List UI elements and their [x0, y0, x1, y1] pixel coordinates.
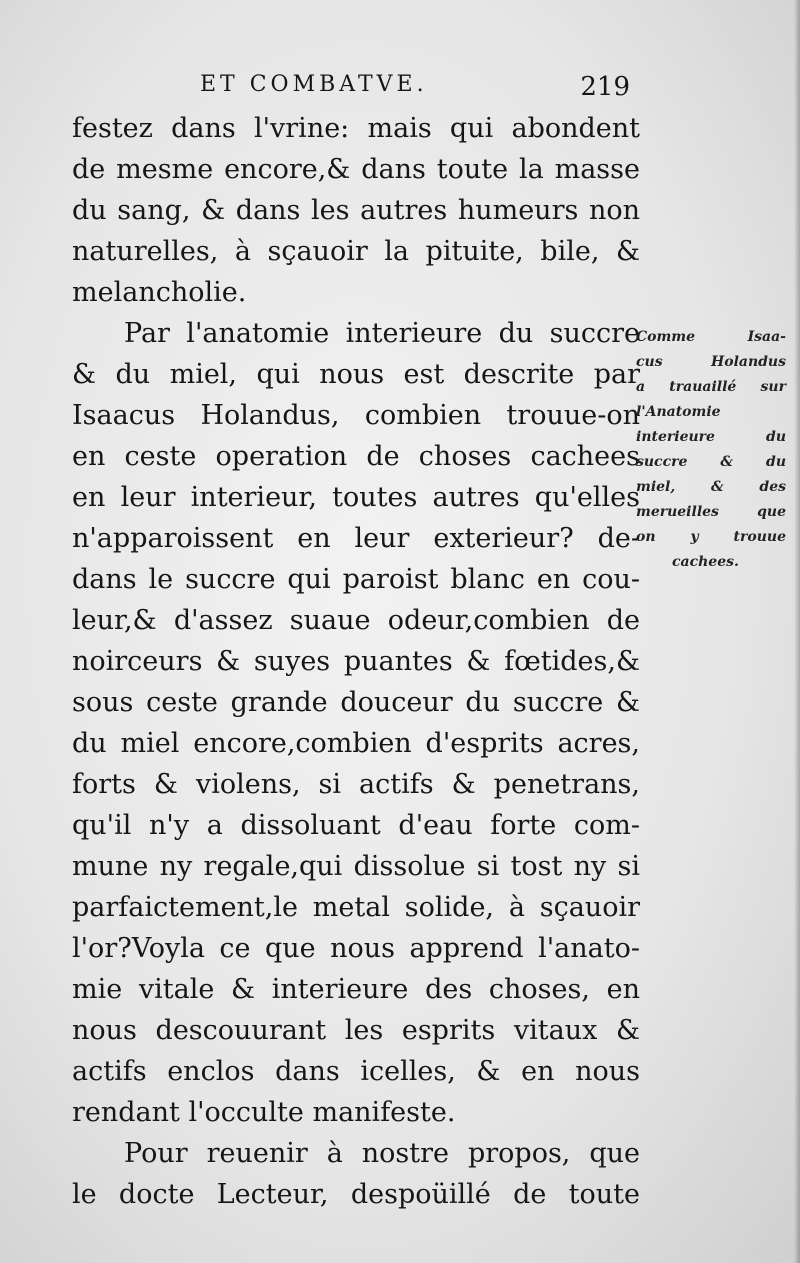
margin-note-line: merueilles que — [636, 504, 786, 520]
text-line: de mesme encore,& dans toute la masse — [72, 154, 640, 185]
text-line: forts & violens, si actifs & penetrans, — [72, 769, 640, 800]
margin-note-line: on y trouue — [636, 529, 786, 545]
page-header — [200, 72, 630, 112]
margin-note-line: Comme Isaa- — [636, 329, 786, 345]
text-line: mune ny regale,qui dissolue si tost ny si — [72, 851, 640, 882]
margin-note — [636, 325, 786, 575]
text-line: du sang, & dans les autres humeurs non — [72, 195, 640, 226]
margin-note-line: cus Holandus — [636, 354, 786, 370]
text-line: naturelles, à sçauoir la pituite, bile, & — [72, 236, 640, 267]
margin-note-line: succre & du — [636, 454, 786, 470]
body-text — [72, 108, 640, 1215]
paragraph-start-line: Pour reuenir à nostre propos, que — [124, 1138, 640, 1169]
text-line: rendant l'occulte manifeste. — [72, 1097, 456, 1128]
text-line: Isaacus Holandus, combien trouue-on — [72, 400, 640, 431]
text-line: festez dans l'vrine: mais qui abondent — [72, 113, 640, 144]
text-line: n'apparoissent en leur exterieur? de- — [72, 523, 640, 554]
margin-note-line: miel, & des — [636, 479, 786, 495]
text-line: actifs enclos dans icelles, & en nous — [72, 1056, 640, 1087]
running-title: ET COMBATVE. — [200, 72, 428, 97]
margin-note-line: a trauaillé sur — [636, 379, 786, 395]
text-line: le docte Lecteur, despoüillé de toute — [72, 1179, 640, 1210]
paragraph-start-line: Par l'anatomie interieure du succre — [124, 318, 640, 349]
text-line: du miel encore,combien d'esprits acres, — [72, 728, 640, 759]
page-number: 219 — [580, 72, 630, 102]
text-line: sous ceste grande douceur du succre & — [72, 687, 640, 718]
text-line: & du miel, qui nous est descrite par — [72, 359, 640, 390]
text-line: mie vitale & interieure des choses, en — [72, 974, 640, 1005]
text-line: nous descouurant les esprits vitaux & — [72, 1015, 640, 1046]
margin-note-line: l'Anatomie — [636, 404, 721, 420]
text-line: parfaictement,le metal solide, à sçauoir — [72, 892, 640, 923]
text-line: noirceurs & suyes puantes & fœtides,& — [72, 646, 640, 677]
text-line: melancholie. — [72, 277, 247, 308]
text-line: l'or?Voyla ce que nous apprend l'anato- — [72, 933, 640, 964]
margin-note-line: interieure du — [636, 429, 786, 445]
text-line: dans le succre qui paroist blanc en cou- — [72, 564, 640, 595]
text-line: leur,& d'assez suaue odeur,combien de — [72, 605, 640, 636]
text-line: en ceste operation de choses cachees — [72, 441, 640, 472]
scan-edge-shadow — [794, 0, 800, 1263]
text-line: en leur interieur, toutes autres qu'elles — [72, 482, 640, 513]
text-line: qu'il n'y a dissoluant d'eau forte com- — [72, 810, 640, 841]
margin-note-line: cachees. — [672, 554, 739, 570]
